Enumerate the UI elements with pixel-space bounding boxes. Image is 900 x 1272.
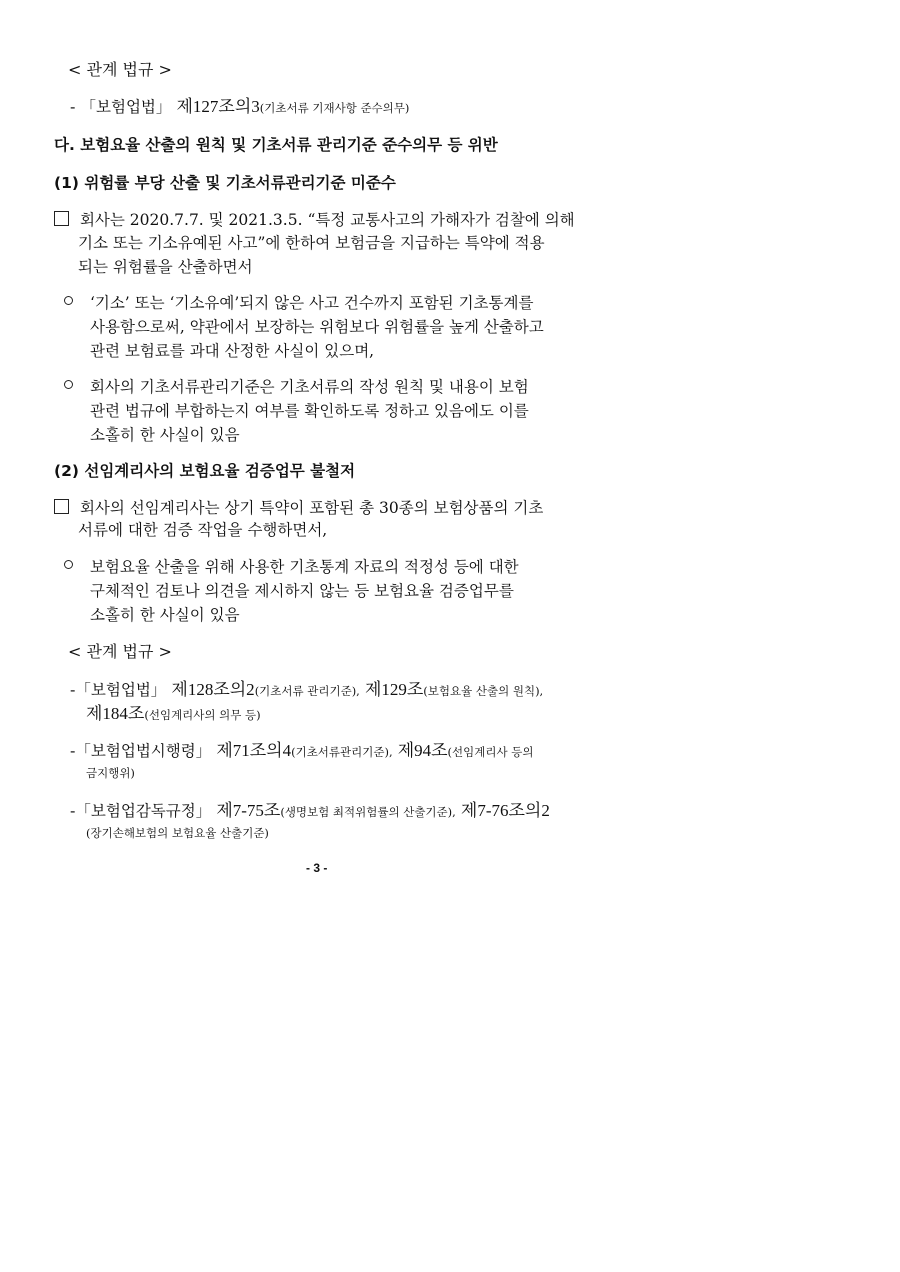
law-reference-item: -「보험업법시행령」 제71조의4(기초서류관리기준), 제94조(선임계리사 등의	[70, 741, 534, 760]
circle-bullet-icon	[64, 380, 73, 389]
circle-paragraph-line: 회사의 기초서류관리기준은 기초서류의 작성 원칙 및 내용이 보험	[64, 380, 529, 396]
box-paragraph-line: 회사는 2020.7.7. 및 2021.3.5. “특정 교통사고의 가해자가 검찰에 의해	[54, 211, 575, 229]
circle-paragraph-line: ‘기소’ 또는 ‘기소유예’되지 않은 사고 건수까지 포함된 기초통계를	[64, 296, 533, 312]
law-reference-item: -「보험업법」 제128조의2(기초서류 관리기준), 제129조(보험요율 산출의 원칙),	[70, 680, 544, 699]
article-note: (기초서류 기재사항 준수의무)	[259, 101, 410, 115]
law-name: 「보험업법」	[80, 98, 172, 116]
box-paragraph-line: 서류에 대한 검증 작업을 수행하면서,	[78, 521, 328, 539]
circle-paragraph-line: 구체적인 검토나 의견을 제시하지 않는 등 보험요율 검증업무를	[90, 582, 514, 600]
circle-paragraph-line: 보험요율 산출을 위해 사용한 기초통계 자료의 적정성 등에 대한	[64, 560, 519, 576]
circle-paragraph-line: 소홀히 한 사실이 있음	[90, 426, 240, 444]
article-note: (선임계리사 등의	[447, 745, 534, 759]
article-number: 제71조의4	[216, 741, 292, 760]
article-note: (기초서류관리기준),	[291, 745, 393, 759]
law-name: 「보험업법」	[75, 681, 167, 699]
article-note: (생명보험 최적위험률의 산출기준),	[280, 805, 456, 819]
page-number: - 3 -	[306, 861, 328, 875]
law-name: 「보험업감독규정」	[75, 802, 212, 820]
law-reference-item	[70, 98, 409, 116]
circle-bullet-icon	[64, 296, 73, 305]
square-bullet-icon	[54, 211, 69, 226]
circle-paragraph-line: 관련 보험료를 과대 산정한 사실이 있으며,	[90, 342, 375, 360]
article-note: (보험요율 산출의 원칙),	[423, 684, 544, 698]
dash: -	[70, 97, 76, 116]
article-number: 제128조의2	[171, 680, 255, 699]
circle-paragraph-line: 관련 법규에 부합하는지 여부를 확인하도록 정하고 있음에도 이를	[90, 402, 529, 420]
law-reference-item-continued: 금지행위)	[86, 766, 135, 780]
article-note: (선임계리사의 의무 등)	[144, 708, 261, 722]
box-paragraph-line: 회사의 선임계리사는 상기 특약이 포함된 총 30종의 보험상품의 기초	[54, 499, 543, 517]
article-number: 제94조	[397, 741, 448, 760]
article-number: 제127조의3	[176, 97, 260, 116]
square-bullet-icon	[54, 499, 69, 514]
related-laws-header: < 관계 법규 >	[68, 642, 172, 661]
circle-paragraph-line: 사용함으로써, 약관에서 보장하는 위험보다 위험률을 높게 산출하고	[90, 318, 544, 336]
article-number: 제7-76조의2	[460, 801, 550, 820]
circle-bullet-icon	[64, 560, 73, 569]
circle-paragraph-line: 소홀히 한 사실이 있음	[90, 606, 240, 624]
article-number: 제7-75조	[216, 801, 281, 820]
law-reference-item: -「보험업감독규정」 제7-75조(생명보험 최적위험률의 산출기준), 제7-76조의2	[70, 801, 550, 820]
law-name: 「보험업법시행령」	[75, 742, 212, 760]
article-number: 제184조	[86, 704, 145, 723]
subsection-title: (1) 위험률 부당 산출 및 기초서류관리기준 미준수	[54, 174, 396, 192]
article-note: (기초서류 관리기준),	[254, 684, 360, 698]
law-reference-item-continued	[86, 705, 261, 722]
box-paragraph-line: 되는 위험률을 산출하면서	[78, 258, 253, 276]
box-paragraph-line: 기소 또는 기소유예된 사고”에 한하여 보험금을 지급하는 특약에 적용	[78, 234, 545, 252]
law-reference-item-continued: (장기손해보험의 보험요율 산출기준)	[86, 826, 269, 840]
section-heading: 다. 보험요율 산출의 원칙 및 기초서류 관리기준 준수의무 등 위반	[54, 136, 498, 154]
subsection-title: (2) 선임계리사의 보험요율 검증업무 불철저	[54, 462, 356, 480]
related-laws-header: < 관계 법규 >	[68, 60, 172, 79]
article-number: 제129조	[364, 680, 424, 699]
